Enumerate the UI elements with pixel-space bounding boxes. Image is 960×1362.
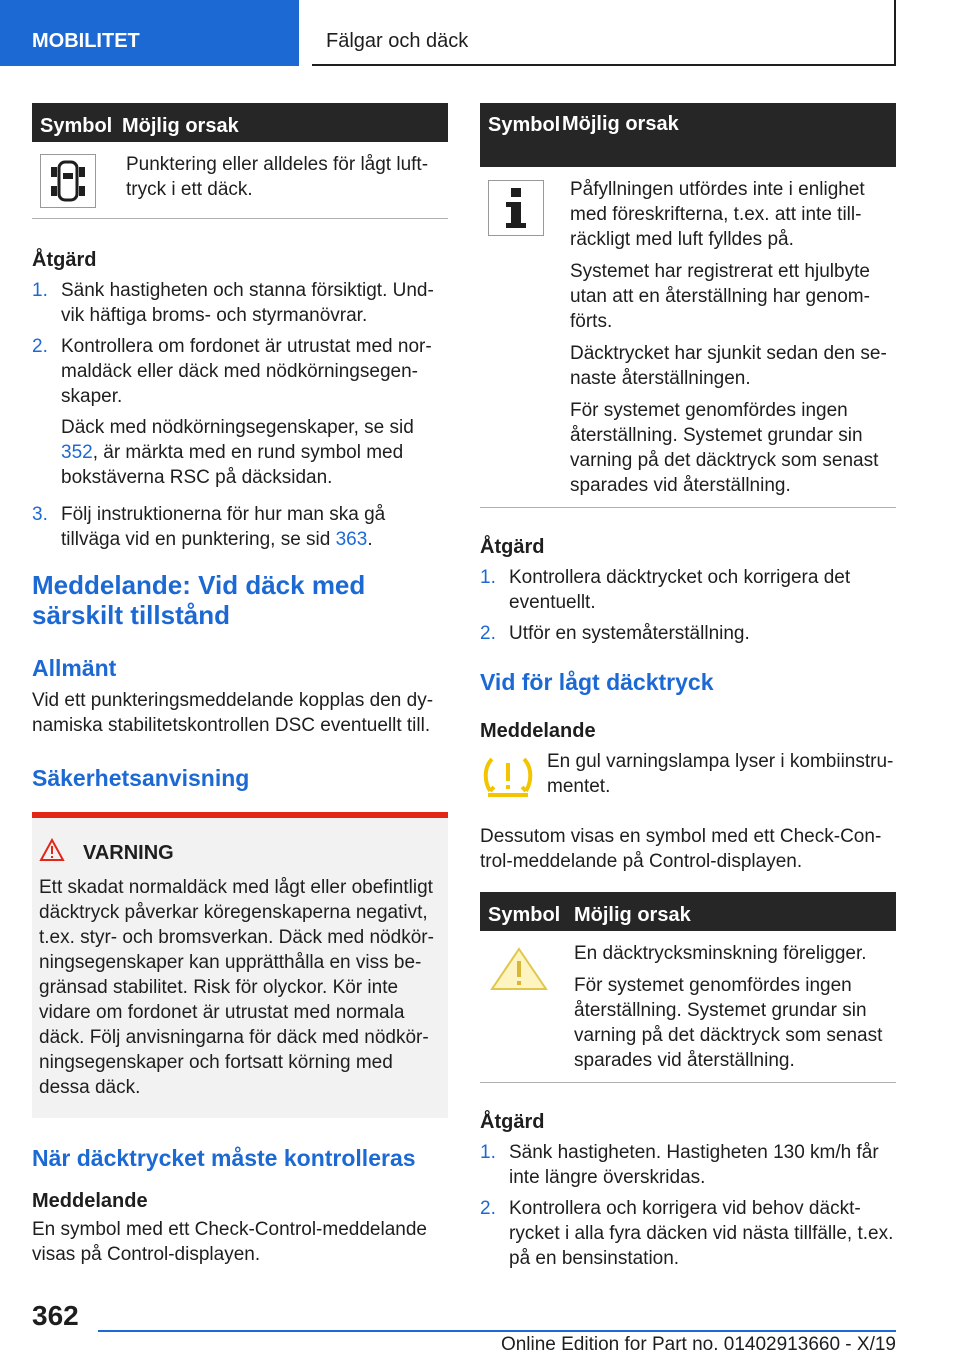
table-header [480,103,896,167]
list-item: 1. Sänk hastigheten och stanna försiktigt. Undvik häftiga broms- och styrmanövrar. [32,280,434,326]
safety-title: Säkerhetsanvisning [32,765,250,791]
message-text: En gul varningslampa lyser i kombiinstrumentet. [547,751,894,797]
low-pressure-title: Vid för lågt däcktryck [480,669,714,695]
action-block-1 [32,249,448,552]
action-title: Åtgärd [480,1111,545,1133]
car-tire-pressure-icon [40,154,96,208]
left-column [32,103,448,1267]
header-cause: Möjlig orsak [122,115,239,137]
message-label: Meddelande [32,1190,148,1212]
warning-triangle-yellow-icon [488,945,574,1000]
list-item: 2. Kontrollera om fordonet är utrustat med normaldäck eller däck med nödkörningsegenskaper. Däck med nödkörningsegenskaper, se sid 352, är märkta med en rund symbol med bokstäverna RSC på däcksidan. [32,336,432,488]
cause-text: Däcktrycket har sjunkit sedan den senaste återställningen. [570,343,887,389]
page-link-363[interactable]: 363 [335,529,368,550]
info-icon [488,180,544,236]
header-symbol: Symbol [488,904,561,926]
list-item: 2. Utför en systemåterställning. [480,623,750,644]
warning-box [32,812,448,1118]
check-title: När däcktrycket måste kontrolleras [32,1145,416,1171]
general-text: Vid ett punkteringsmeddelande kopplas den dynamiska stabilitetskontrollen DSC eventuellt till. [32,690,434,736]
action-block-3 [480,1111,896,1271]
page-link-352[interactable]: 352 [61,442,93,463]
footer-divider [98,1330,896,1332]
list-item: 3. Följ instruktionerna för hur man ska gå tillväga vid en punktering, se sid 363. [32,504,386,550]
symbol-table-3 [480,892,896,1083]
header-cause: Möjlig orsak [562,113,679,135]
right-column [480,103,896,1277]
list-item: 1. Kontrollera däcktrycket och korrigera det eventuellt. [480,567,851,613]
tire-pressure-warning-icon [480,749,547,804]
action-title: Åtgärd [32,249,97,271]
footer-edition: Online Edition for Part no. 01402913660 - X/19 [500,1334,896,1355]
list-item: 1. Sänk hastigheten. Hastigheten 130 km/h får inte längre överskridas. [480,1142,879,1188]
symbol-table-1 [32,103,448,219]
message-text-2: Dessutom visas en symbol med ett Check-Control-meddelande på Control-displayen. [480,826,882,872]
action-title: Åtgärd [480,536,545,558]
symbol-table-2 [480,103,896,508]
message-text: En symbol med ett Check-Control-meddelande visas på Control-displayen. [32,1219,427,1265]
section-tab: MOBILITET [0,0,299,66]
header-cause: Möjlig orsak [574,904,691,926]
warning-triangle-icon [39,838,83,869]
page-number: 362 [32,1300,79,1331]
table-header [480,892,896,931]
table-row [32,142,448,219]
section-title: Meddelande: Vid däck med särskilt tillstånd [32,570,366,630]
warning-label: VARNING [83,842,174,864]
cause-text: Punktering eller alldeles för lågt lufttryck i ett däck. [126,154,429,200]
table-row [480,167,896,508]
header-symbol: Symbol [488,114,561,136]
chapter-title: Fälgar och däck [312,0,896,66]
message-label: Meddelande [480,720,596,742]
cause-text: För systemet genomfördes ingen återställning. Systemet grundar sin varning på det däcktryck som senast sparades vid återställning. [574,975,883,1071]
warning-text: Ett skadat normaldäck med lågt eller obefintligt däcktryck påverkar köregenskaperna negativt, t.ex. styr- och bromsverkan. Däck med nödkörningsegenskaper kan upprätthålla en viss begränsad stabilitet. Risk för olyckor. Kör inte vidare om fordonet är utrustat med normala däck. Följ anvisningarna för däck med nödkörningsegenskaper och fortsatt körning med dessa däck. [39,877,434,1098]
table-header [32,103,448,142]
general-title: Allmänt [32,655,117,681]
table-row [480,931,896,1083]
cause-text: En däcktrycksminskning föreligger. [574,943,867,964]
cause-text: Påfyllningen utfördes inte i enlighet med föreskrifterna, t.ex. att inte tillräckligt med luft fylldes på. [570,179,865,250]
header-symbol: Symbol [40,115,113,137]
list-item: 2. Kontrollera och korrigera vid behov däcktrycket i alla fyra däcken vid nästa tillfälle, t.ex. på en bensinstation. [480,1198,894,1269]
cause-text: För systemet genomfördes ingen återställning. Systemet grundar sin varning på det däcktryck som senast sparades vid återställning. [570,400,879,496]
cause-text: Systemet har registrerat ett hjulbyte utan att en återställning har genomförts. [570,261,870,332]
action-block-2 [480,536,896,646]
